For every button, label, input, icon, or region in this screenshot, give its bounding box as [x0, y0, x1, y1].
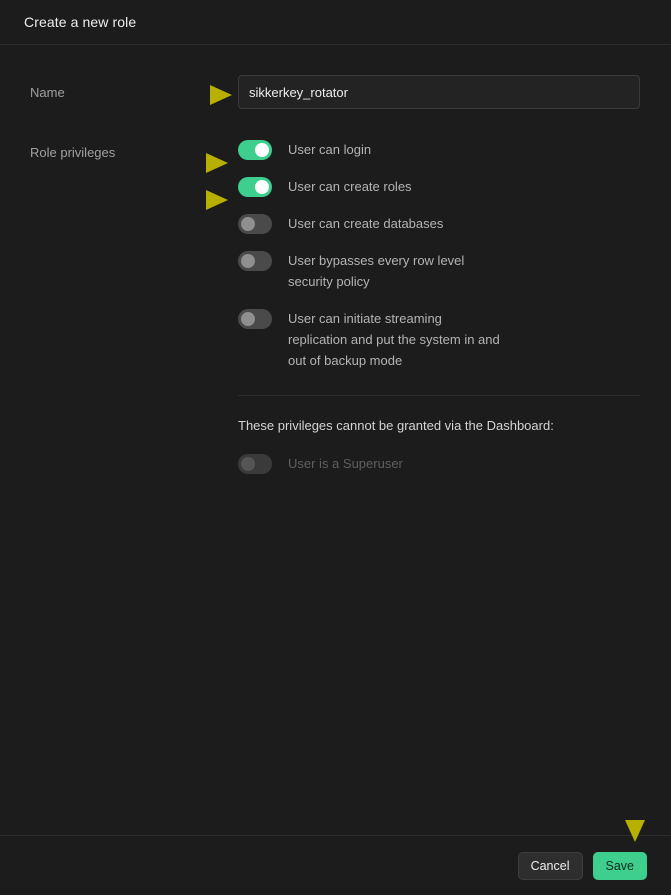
restricted-note: These privileges cannot be granted via the Dashboard:	[238, 418, 554, 433]
privilege-label: User bypasses every row level security policy	[288, 253, 465, 289]
panel-body	[0, 45, 671, 835]
toggle-knob	[241, 217, 255, 231]
toggle-can-login[interactable]	[238, 140, 272, 160]
privilege-label: User can create roles	[288, 179, 412, 194]
toggle-superuser	[238, 454, 272, 474]
restricted-item	[238, 453, 640, 474]
cancel-button[interactable]: Cancel	[518, 852, 583, 880]
privileges-toggle-list	[238, 139, 640, 474]
panel-footer	[0, 835, 671, 895]
name-label: Name	[30, 85, 65, 100]
privileges-label: Role privileges	[30, 145, 116, 160]
privilege-item	[238, 213, 640, 234]
toggle-knob	[241, 312, 255, 326]
privileges-row	[30, 139, 641, 490]
toggle-create-databases[interactable]	[238, 214, 272, 234]
toggle-bypass-rls[interactable]	[238, 251, 272, 271]
toggle-create-roles[interactable]	[238, 177, 272, 197]
panel-header	[0, 0, 671, 45]
privilege-item	[238, 139, 640, 160]
privilege-item	[238, 176, 640, 197]
name-row	[30, 75, 641, 109]
restricted-label: User is a Superuser	[288, 456, 403, 471]
name-input[interactable]	[238, 75, 640, 109]
privilege-item	[238, 250, 640, 292]
privilege-label: User can login	[288, 142, 372, 157]
page-title: Create a new role	[24, 14, 137, 30]
privilege-item	[238, 308, 640, 371]
privileges-control	[238, 139, 641, 490]
section-divider	[238, 395, 640, 396]
toggle-replication[interactable]	[238, 309, 272, 329]
toggle-knob	[255, 180, 269, 194]
toggle-knob	[241, 254, 255, 268]
privilege-label: User can initiate streaming replication and put the system in and out of backup mode	[288, 311, 500, 368]
name-control	[238, 75, 641, 109]
toggle-knob	[255, 143, 269, 157]
toggle-knob	[241, 457, 255, 471]
save-button[interactable]: Save	[593, 852, 648, 880]
privilege-label: User can create databases	[288, 216, 444, 231]
